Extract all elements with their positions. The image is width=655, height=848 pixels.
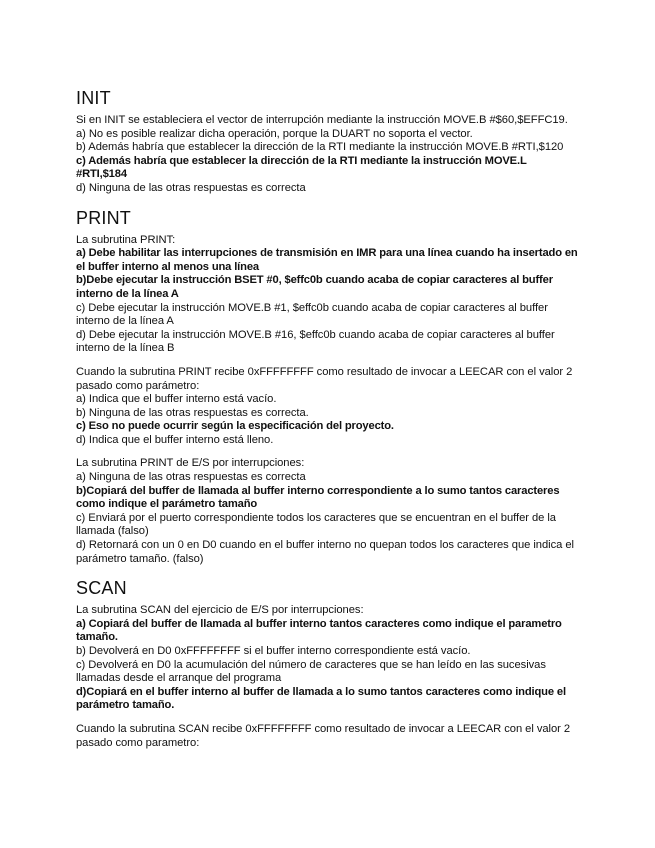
answer-option-correct: c) Además habría que establecer la dirección de la RTI mediante la instrucción MOVE.L #RTI,$184 (76, 154, 527, 181)
section-heading: SCAN (76, 578, 127, 599)
section-scan (76, 578, 579, 750)
answer-option: b) Devolverá en D0 0xFFFFFFFF si el buffer interno correspondiente está vacío. (76, 645, 471, 657)
answer-option-correct: b)Debe ejecutar la instrucción BSET #0, $effc0b cuando acaba de copiar caracteres al buffer interno de la línea A (76, 274, 553, 300)
question-block (76, 723, 579, 750)
question-block (76, 114, 579, 196)
section-print (76, 208, 579, 567)
answer-option-correct: d)Copiará en el buffer interno al buffer de llamada a lo sumo tantos caracteres como indique el parámetro tamaño. (76, 685, 566, 712)
question-block (76, 234, 579, 356)
answer-option: d) Debe ejecutar la instrucción MOVE.B #16, $effc0b cuando acaba de copiar caracteres al buffer interno de la línea B (76, 328, 555, 355)
answer-option: a) Indica que el buffer interno está vacío. (76, 393, 277, 406)
answer-option: d) Indica que el buffer interno está lleno. (76, 433, 274, 446)
question-text: La subrutina SCAN del ejercicio de E/S por interrupciones: (76, 604, 364, 617)
question-text: Cuando la subrutina SCAN recibe 0xFFFFFFFF como resultado de invocar a LEECAR con el valor 2 pasado como parametro: (76, 722, 571, 749)
answer-option: c) Enviará por el puerto correspondiente todos los caracteres que se encuentran en el buffer de la llamada (falso) (76, 511, 556, 538)
question-text: La subrutina PRINT: (76, 233, 176, 246)
answer-option: c) Devolverá en D0 la acumulación del número de caracteres que se han leído en las sucesivas llamadas desde el arranque del programa (76, 658, 546, 685)
question-text: Cuando la subrutina PRINT recibe 0xFFFFFFFF como resultado de invocar a LEECAR con el valor 2 pasado como parámetro: (76, 365, 573, 392)
question-block (76, 366, 579, 448)
answer-option-correct: c) Eso no puede ocurrir según la especificación del proyecto. (76, 420, 394, 433)
question-text: Si en INIT se estableciera el vector de interrupción mediante la instrucción MOVE.B #$60,$EFFC19. (76, 114, 568, 126)
answer-option-correct: a) Copiará del buffer de llamada al buffer interno tantos caracteres como indique el parametro tamaño. (76, 617, 562, 644)
answer-option: a) No es posible realizar dicha operación, porque la DUART no soporta el vector. (76, 127, 473, 140)
answer-option: b) Además habría que establecer la dirección de la RTI mediante la instrucción MOVE.B #RTI,$120 (76, 141, 564, 154)
section-init (76, 88, 579, 196)
answer-option: b) Ninguna de las otras respuestas es correcta. (76, 406, 309, 419)
question-block (76, 604, 579, 713)
answer-option: a) Ninguna de las otras respuestas es correcta (76, 471, 306, 484)
section-heading: INIT (76, 88, 111, 108)
answer-option: c) Debe ejecutar la instrucción MOVE.B #1, $effc0b cuando acaba de copiar caracteres al buffer interno de la línea A (76, 301, 548, 328)
answer-option: d) Retornará con un 0 en D0 cuando en el buffer interno no quepan todos los caracteres que indica el parámetro tamaño. (falso) (76, 539, 574, 565)
answer-option-correct: b)Copiará del buffer de llamada al buffer interno correspondiente a lo sumo tantos caracteres como indique el parámetro tamaño (76, 484, 560, 511)
answer-option-correct: a) Debe habilitar las interrupciones de transmisión en IMR para una línea cuando ha insertado en el buffer interno al menos una línea (76, 247, 578, 273)
section-heading: PRINT (76, 207, 131, 228)
question-text: La subrutina PRINT de E/S por interrupciones: (76, 457, 305, 470)
question-block (76, 457, 579, 566)
answer-option: d) Ninguna de las otras respuestas es correcta (76, 181, 306, 194)
